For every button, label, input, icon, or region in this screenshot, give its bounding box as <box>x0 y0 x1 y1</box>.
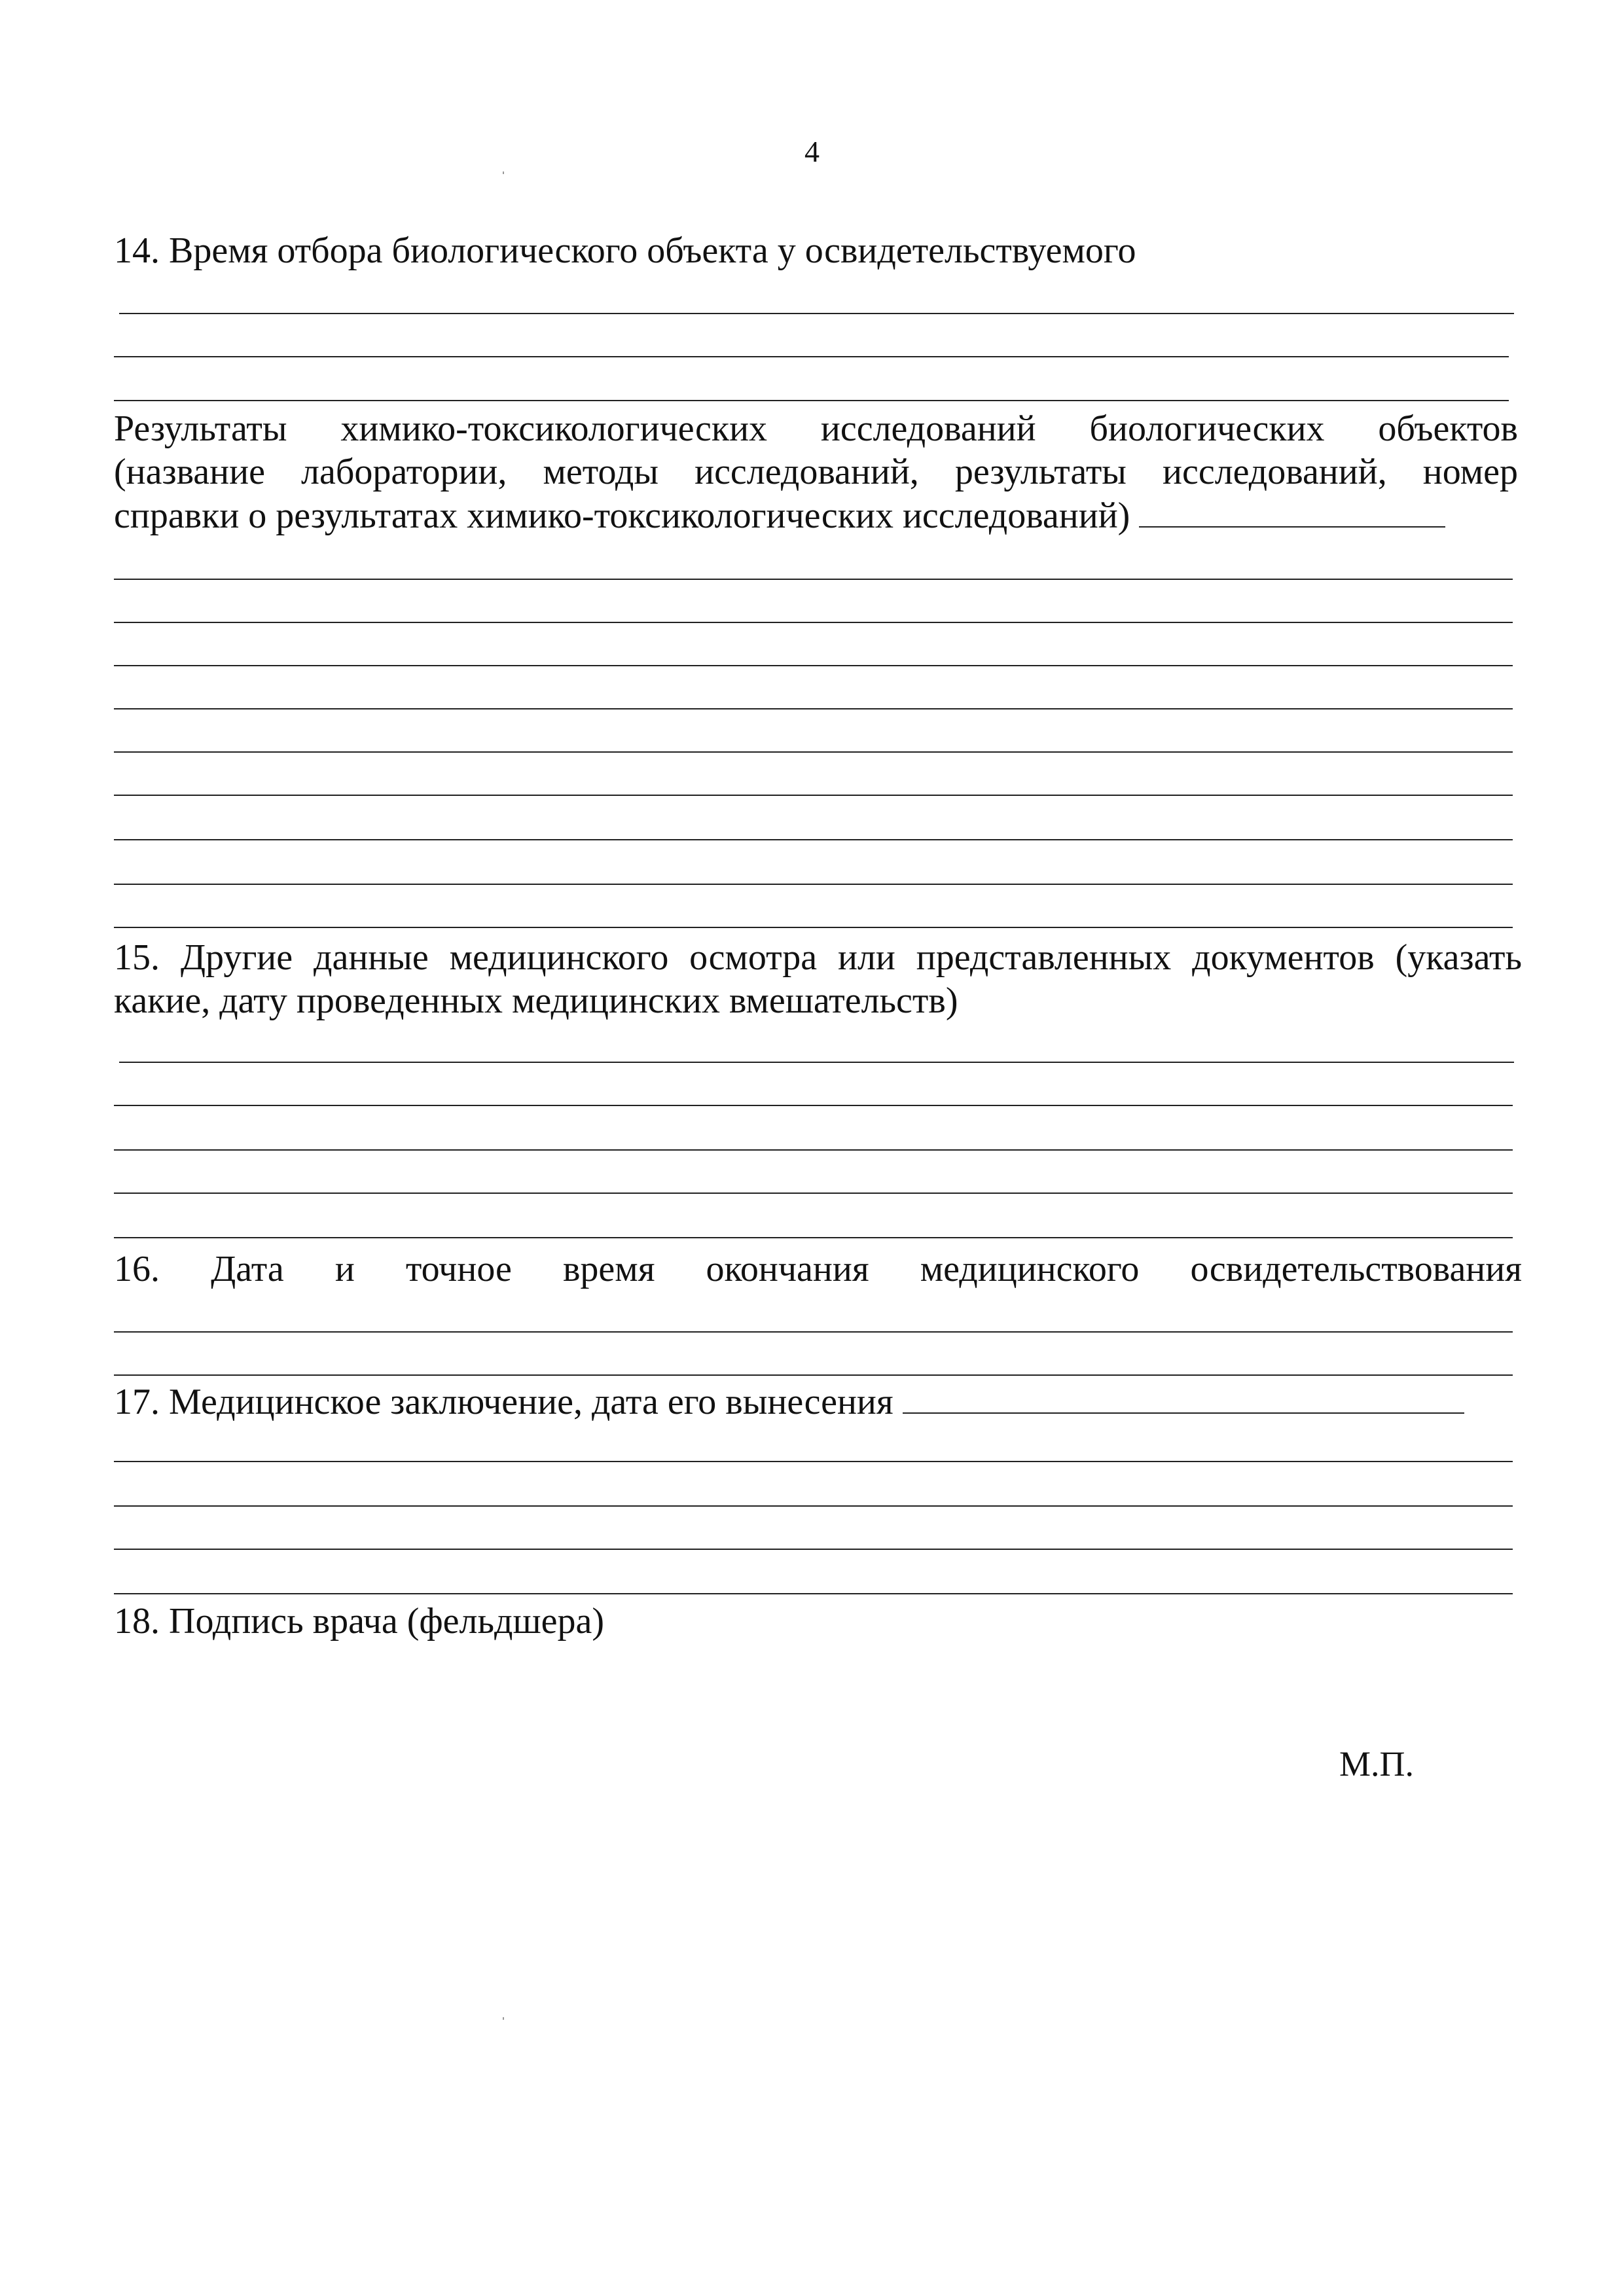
fill-line-results-2[interactable] <box>114 622 1513 623</box>
fill-line-results-8[interactable] <box>114 884 1513 885</box>
fill-line-17-3[interactable] <box>114 1549 1513 1550</box>
page-number: 4 <box>804 135 820 168</box>
results-line-3-text: справки о результатах химико-токсикологических исследований) <box>114 495 1130 536</box>
fill-line-results-9[interactable] <box>114 927 1513 928</box>
fill-line-results-6[interactable] <box>114 795 1513 796</box>
fill-line-results-3[interactable] <box>114 665 1513 666</box>
fill-line-17-4[interactable] <box>114 1593 1513 1594</box>
fill-line-15-3[interactable] <box>114 1149 1513 1151</box>
stamp-place-label: М.П. <box>1339 1744 1415 1784</box>
section-18-title: 18. Подпись врача (фельдшера) <box>114 1601 604 1641</box>
results-line-3 <box>114 493 1445 537</box>
fill-line-results-4[interactable] <box>114 708 1513 709</box>
section-15-line-2: какие, дату проведенных медицинских вмешательств) <box>114 980 958 1021</box>
section-17-title: 17. Медицинское заключение, дата его вынесения <box>114 1382 893 1422</box>
fill-line-16-1[interactable] <box>114 1331 1513 1333</box>
fill-line-16-2[interactable] <box>114 1374 1513 1376</box>
fill-line-14-2[interactable] <box>114 356 1509 357</box>
scan-speck <box>503 171 504 174</box>
fill-line-results-5[interactable] <box>114 751 1513 753</box>
fill-line-15-4[interactable] <box>114 1193 1513 1194</box>
fill-line-results-inline[interactable] <box>1139 493 1445 528</box>
fill-line-15-1[interactable] <box>119 1062 1514 1063</box>
results-line-1: Результаты химико-токсикологических исследований биологических объектов <box>114 408 1518 449</box>
fill-line-15-2[interactable] <box>114 1105 1513 1106</box>
fill-line-15-5[interactable] <box>114 1237 1513 1238</box>
fill-line-14-3[interactable] <box>114 400 1509 401</box>
results-line-2: (название лаборатории, методы исследований, результаты исследований, номер <box>114 452 1518 492</box>
section-15-line-1: 15. Другие данные медицинского осмотра или представленных документов (указать <box>114 937 1522 978</box>
fill-line-14-1[interactable] <box>119 313 1514 314</box>
scan-speck <box>503 2017 504 2020</box>
fill-line-results-7[interactable] <box>114 839 1513 840</box>
section-17-title-line <box>114 1380 1464 1424</box>
section-16-title: 16. Дата и точное время окончания медицинского освидетельствования <box>114 1249 1522 1289</box>
fill-line-17-1[interactable] <box>114 1461 1513 1462</box>
fill-line-17-inline[interactable] <box>903 1380 1464 1414</box>
section-14-title: 14. Время отбора биологического объекта у освидетельствуемого <box>114 230 1136 271</box>
fill-line-17-2[interactable] <box>114 1505 1513 1507</box>
fill-line-results-1[interactable] <box>114 579 1513 580</box>
